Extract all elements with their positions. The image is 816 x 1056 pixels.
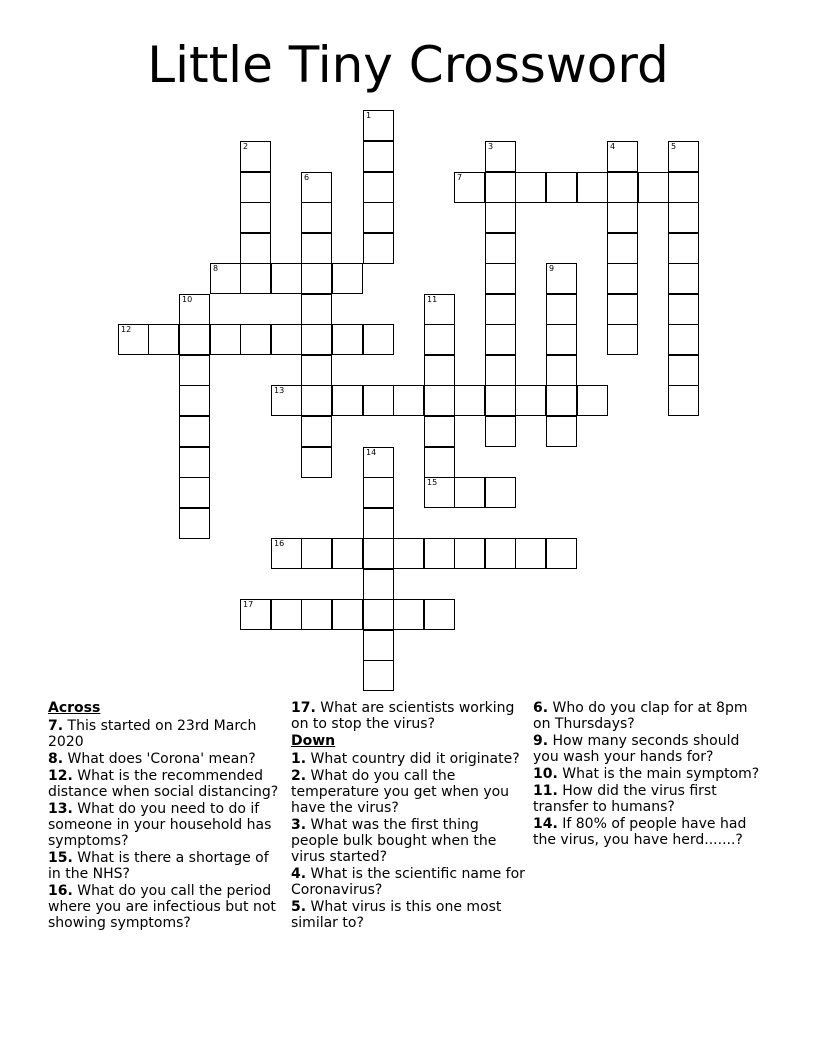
grid-cell[interactable] — [363, 599, 394, 630]
clue-number-label: 4. — [291, 866, 307, 882]
grid-cell[interactable] — [546, 416, 577, 447]
grid-cell[interactable] — [363, 172, 394, 203]
grid-cell[interactable] — [485, 202, 516, 233]
clue-number: 16 — [274, 539, 285, 548]
clue-number-label: 15. — [48, 850, 73, 866]
grid-cell[interactable] — [607, 202, 638, 233]
grid-cell[interactable] — [485, 263, 516, 294]
clue-item — [533, 816, 763, 848]
clue-item — [48, 751, 284, 767]
grid-cell[interactable] — [179, 385, 210, 416]
grid-cell[interactable] — [515, 172, 546, 203]
clue-number: 9 — [549, 264, 555, 273]
grid-cell[interactable] — [424, 416, 455, 447]
grid-cell[interactable] — [363, 202, 394, 233]
clue-number-label: 12. — [48, 768, 73, 784]
grid-cell[interactable] — [363, 630, 394, 661]
clue-text: If 80% of people have had the virus, you have herd.......? — [533, 816, 747, 848]
grid-cell[interactable] — [485, 141, 516, 172]
clue-text: This started on 23rd March 2020 — [48, 718, 257, 750]
clue-number-label: 2. — [291, 768, 307, 784]
grid-cell[interactable] — [179, 477, 210, 508]
clue-number-label: 16. — [48, 883, 73, 899]
clue-text: What is the scientific name for Coronavirus? — [291, 866, 525, 898]
clue-column-2 — [291, 700, 527, 932]
clue-text: What is there a shortage of in the NHS? — [48, 850, 269, 882]
grid-cell[interactable] — [301, 447, 332, 478]
grid-cell[interactable] — [546, 172, 577, 203]
clue-number-label: 7. — [48, 718, 64, 734]
grid-cell[interactable] — [240, 202, 271, 233]
grid-cell[interactable] — [301, 263, 332, 294]
across-clues-list-continued — [291, 700, 527, 732]
down-clues-list — [291, 751, 527, 931]
grid-cell[interactable] — [485, 477, 516, 508]
grid-cell[interactable] — [668, 263, 699, 294]
grid-cell[interactable] — [424, 324, 455, 355]
clue-number: 1 — [366, 111, 372, 120]
grid-cell[interactable] — [424, 599, 455, 630]
clue-item — [291, 866, 527, 898]
clue-number-label: 6. — [533, 700, 549, 716]
grid-cell[interactable] — [546, 385, 577, 416]
grid-cell[interactable] — [454, 385, 485, 416]
grid-cell[interactable] — [179, 294, 210, 325]
clue-item — [291, 817, 527, 865]
grid-cell[interactable] — [577, 172, 608, 203]
clue-number: 10 — [182, 295, 193, 304]
grid-cell[interactable] — [301, 202, 332, 233]
grid-cell[interactable] — [332, 538, 363, 569]
clue-number: 6 — [304, 173, 310, 182]
clue-number-label: 8. — [48, 751, 64, 767]
grid-cell[interactable] — [454, 172, 485, 203]
grid-cell[interactable] — [179, 355, 210, 386]
grid-cell[interactable] — [271, 263, 302, 294]
grid-cell[interactable] — [301, 172, 332, 203]
clue-item — [48, 850, 284, 882]
grid-cell[interactable] — [485, 233, 516, 264]
clue-number: 14 — [366, 448, 377, 457]
grid-cell[interactable] — [546, 263, 577, 294]
grid-cell[interactable] — [363, 110, 394, 141]
grid-cell[interactable] — [240, 599, 271, 630]
clue-item — [48, 801, 284, 849]
grid-cell[interactable] — [332, 324, 363, 355]
grid-cell[interactable] — [363, 233, 394, 264]
grid-cell[interactable] — [424, 385, 455, 416]
grid-cell[interactable] — [240, 141, 271, 172]
across-clues-list — [48, 718, 284, 931]
grid-cell[interactable] — [393, 599, 424, 630]
grid-cell[interactable] — [607, 263, 638, 294]
grid-cell[interactable] — [668, 141, 699, 172]
grid-cell[interactable] — [301, 599, 332, 630]
grid-cell[interactable] — [668, 172, 699, 203]
grid-cell[interactable] — [485, 172, 516, 203]
down-clues-list-continued — [533, 700, 763, 848]
clue-item — [48, 883, 284, 931]
grid-cell[interactable] — [301, 538, 332, 569]
grid-cell[interactable] — [271, 385, 302, 416]
clue-number: 7 — [457, 173, 463, 182]
grid-cell[interactable] — [179, 324, 210, 355]
clue-number: 8 — [213, 264, 219, 273]
grid-cell[interactable] — [485, 416, 516, 447]
clue-number: 17 — [243, 600, 254, 609]
grid-cell[interactable] — [607, 172, 638, 203]
grid-cell[interactable] — [668, 202, 699, 233]
grid-cell[interactable] — [240, 233, 271, 264]
grid-cell[interactable] — [363, 385, 394, 416]
grid-cell[interactable] — [240, 324, 271, 355]
clue-number: 2 — [243, 142, 249, 151]
clue-item — [291, 751, 527, 767]
grid-cell[interactable] — [271, 324, 302, 355]
clue-text: How many seconds should you wash your hands for? — [533, 733, 740, 765]
grid-cell[interactable] — [424, 477, 455, 508]
clue-number-label: 10. — [533, 766, 558, 782]
clue-number-label: 14. — [533, 816, 558, 832]
grid-cell[interactable] — [668, 355, 699, 386]
grid-cell[interactable] — [668, 294, 699, 325]
grid-cell[interactable] — [454, 538, 485, 569]
clue-number: 15 — [427, 478, 438, 487]
grid-cell[interactable] — [607, 141, 638, 172]
grid-cell[interactable] — [515, 538, 546, 569]
grid-cell[interactable] — [485, 385, 516, 416]
clue-column-3 — [533, 700, 763, 849]
clue-item — [533, 783, 763, 815]
clue-text: What country did it originate? — [306, 751, 520, 767]
grid-cell[interactable] — [668, 385, 699, 416]
clue-number-label: 9. — [533, 733, 549, 749]
clue-item — [291, 899, 527, 931]
clue-number-label: 5. — [291, 899, 307, 915]
grid-cell[interactable] — [179, 508, 210, 539]
clue-number-label: 13. — [48, 801, 73, 817]
clue-text: How did the virus first transfer to humans? — [533, 783, 717, 815]
grid-cell[interactable] — [363, 508, 394, 539]
clue-number-label: 17. — [291, 700, 316, 716]
grid-cell[interactable] — [424, 355, 455, 386]
grid-cell[interactable] — [179, 447, 210, 478]
grid-cell[interactable] — [332, 385, 363, 416]
grid-cell[interactable] — [118, 324, 149, 355]
grid-cell[interactable] — [424, 538, 455, 569]
grid-cell[interactable] — [332, 599, 363, 630]
grid-cell[interactable] — [301, 324, 332, 355]
grid-cell[interactable] — [485, 355, 516, 386]
grid-cell[interactable] — [393, 538, 424, 569]
grid-cell[interactable] — [332, 263, 363, 294]
clue-item — [48, 718, 284, 750]
page-title: Little Tiny Crossword — [147, 36, 669, 94]
grid-cell[interactable] — [607, 324, 638, 355]
clue-text: What was the first thing people bulk bought when the virus started? — [291, 817, 497, 865]
grid-cell[interactable] — [301, 416, 332, 447]
clue-text: What does 'Corona' mean? — [63, 751, 256, 767]
grid-cell[interactable] — [240, 263, 271, 294]
grid-cell[interactable] — [210, 324, 241, 355]
grid-cell[interactable] — [271, 538, 302, 569]
grid-cell[interactable] — [179, 416, 210, 447]
clue-item — [291, 700, 527, 732]
grid-cell[interactable] — [485, 324, 516, 355]
grid-cell[interactable] — [393, 385, 424, 416]
clue-item — [291, 768, 527, 816]
grid-cell[interactable] — [546, 538, 577, 569]
clue-number: 12 — [121, 325, 132, 334]
grid-cell[interactable] — [546, 294, 577, 325]
grid-cell[interactable] — [301, 355, 332, 386]
clue-number: 3 — [488, 142, 494, 151]
clue-text: What is the recommended distance when social distancing? — [48, 768, 279, 800]
grid-cell[interactable] — [638, 172, 669, 203]
grid-cell[interactable] — [363, 477, 394, 508]
grid-cell[interactable] — [301, 385, 332, 416]
clue-number: 4 — [610, 142, 616, 151]
grid-cell[interactable] — [577, 385, 608, 416]
clue-column-1 — [48, 700, 284, 932]
clue-text: What do you call the period where you are infectious but not showing symptoms? — [48, 883, 276, 931]
clue-item — [533, 766, 763, 782]
grid-cell[interactable] — [424, 294, 455, 325]
grid-cell[interactable] — [485, 538, 516, 569]
clue-text: What is the main symptom? — [557, 766, 760, 782]
clue-text: What do you need to do if someone in your household has symptoms? — [48, 801, 272, 849]
clue-item — [533, 700, 763, 732]
grid-cell[interactable] — [546, 324, 577, 355]
clue-number: 11 — [427, 295, 438, 304]
clue-text: What do you call the temperature you get when you have the virus? — [291, 768, 510, 816]
clue-number-label: 11. — [533, 783, 558, 799]
grid-cell[interactable] — [271, 599, 302, 630]
clue-item — [48, 768, 284, 800]
grid-cell[interactable] — [240, 172, 271, 203]
clue-text: Who do you clap for at 8pm on Thursdays? — [533, 700, 748, 732]
grid-cell[interactable] — [546, 355, 577, 386]
grid-cell[interactable] — [210, 263, 241, 294]
grid-cell[interactable] — [607, 233, 638, 264]
grid-cell[interactable] — [424, 447, 455, 478]
clue-number: 13 — [274, 386, 285, 395]
grid-cell[interactable] — [607, 294, 638, 325]
clue-number-label: 1. — [291, 751, 307, 767]
grid-cell[interactable] — [485, 294, 516, 325]
grid-cell[interactable] — [363, 660, 394, 691]
grid-cell[interactable] — [363, 569, 394, 600]
grid-cell[interactable] — [363, 447, 394, 478]
grid-cell[interactable] — [301, 294, 332, 325]
grid-cell[interactable] — [668, 233, 699, 264]
grid-cell[interactable] — [148, 324, 179, 355]
grid-cell[interactable] — [515, 385, 546, 416]
clue-item — [533, 733, 763, 765]
across-heading: Across — [48, 700, 101, 716]
clue-text: What virus is this one most similar to? — [291, 899, 502, 931]
clue-text: What are scientists working on to stop the virus? — [291, 700, 515, 732]
grid-cell[interactable] — [454, 477, 485, 508]
clue-number: 5 — [671, 142, 677, 151]
down-heading: Down — [291, 733, 336, 749]
clue-number-label: 3. — [291, 817, 307, 833]
grid-cell[interactable] — [363, 538, 394, 569]
grid-cell[interactable] — [668, 324, 699, 355]
grid-cell[interactable] — [363, 324, 394, 355]
grid-cell[interactable] — [363, 141, 394, 172]
grid-cell[interactable] — [301, 233, 332, 264]
